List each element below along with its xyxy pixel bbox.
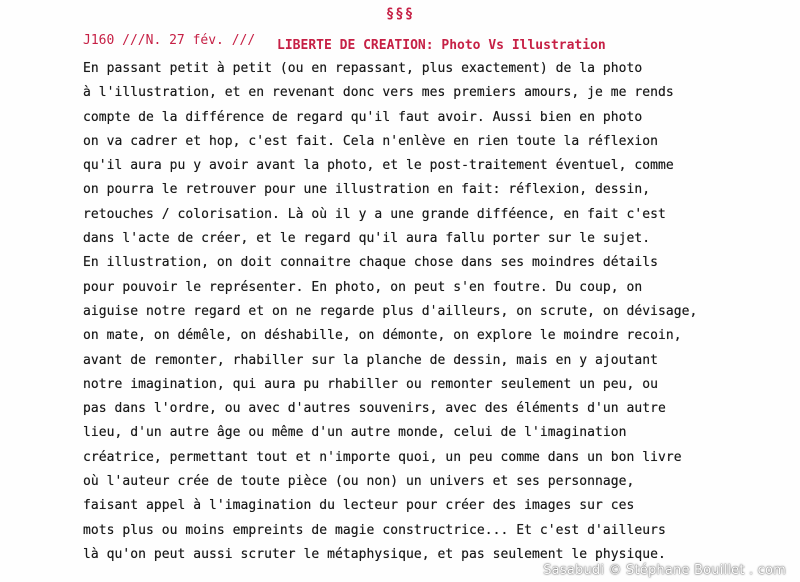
- text-line: qu'il aura pu y avoir avant la photo, et le post-traitement éventuel, comme: [83, 158, 674, 174]
- watermark-credit: Sasabudi © Stéphane Bouillet . com: [543, 563, 786, 578]
- text-line: En passant petit à petit (ou en repassant, plus exactement) de la photo: [83, 61, 643, 76]
- text-line: compte de la différence de regard qu'il faut avoir. Aussi bien en photo: [83, 109, 643, 125]
- text-line: dans l'acte de créer, et le regard qu'il aura fallu porter sur le sujet.: [83, 231, 651, 247]
- text-line: mots plus ou moins empreints de magie constructrice... Et c'est d'ailleurs: [83, 522, 666, 538]
- entry-title: LIBERTE DE CREATION: Photo Vs Illustration: [277, 38, 606, 53]
- text-line: En illustration, on doit connaitre chaque chose dans ses moindres détails: [83, 255, 658, 271]
- text-line: lieu, d'un autre âge ou même d'un autre monde, celui de l'imagination: [83, 425, 627, 441]
- text-line: on pourra le retrouver pour une illustration en fait: réflexion, dessin,: [83, 182, 651, 198]
- entry-reference: J160 ///N. 27 fév. ///: [83, 33, 256, 48]
- section-ornament: §§§: [385, 6, 415, 22]
- text-line: là qu'on peut aussi scruter le métaphysique, et pas seulement le physique.: [83, 546, 666, 562]
- text-line: aiguise notre regard et on ne regarde plus d'ailleurs, on scrute, on dévisage,: [83, 303, 698, 319]
- text-line: faisant appel à l'imagination du lecteur pour créer des images sur ces: [83, 498, 635, 514]
- text-line: retouches / colorisation. Là où il y a une grande difféence, en fait c'est: [83, 206, 666, 222]
- body-text: [83, 57, 795, 567]
- text-line: notre imagination, qui aura pu rhabiller ou remonter seulement un peu, ou: [83, 376, 658, 392]
- text-line: pour pouvoir le représenter. En photo, on peut s'en foutre. Du coup, on: [83, 279, 643, 295]
- text-line: pas dans l'ordre, ou avec d'autres souvenirs, avec des éléments d'un autre: [83, 401, 666, 417]
- entry-header: [83, 34, 606, 54]
- text-line: à l'illustration, et en revenant donc vers mes premiers amours, je me rends: [83, 85, 674, 101]
- text-line: où l'auteur crée de toute pièce (ou non) un univers et ses personnage,: [83, 474, 635, 490]
- text-line: avant de remonter, rhabiller sur la planche de dessin, mais en y ajoutant: [83, 352, 658, 368]
- text-line: on va cadrer et hop, c'est fait. Cela n'enlève en rien toute la réflexion: [83, 133, 658, 149]
- text-line: créatrice, permettant tout et n'importe quoi, un peu comme dans un bon livre: [83, 449, 682, 465]
- text-line: on mate, on démêle, on déshabille, on démonte, on explore le moindre recoin,: [83, 328, 682, 344]
